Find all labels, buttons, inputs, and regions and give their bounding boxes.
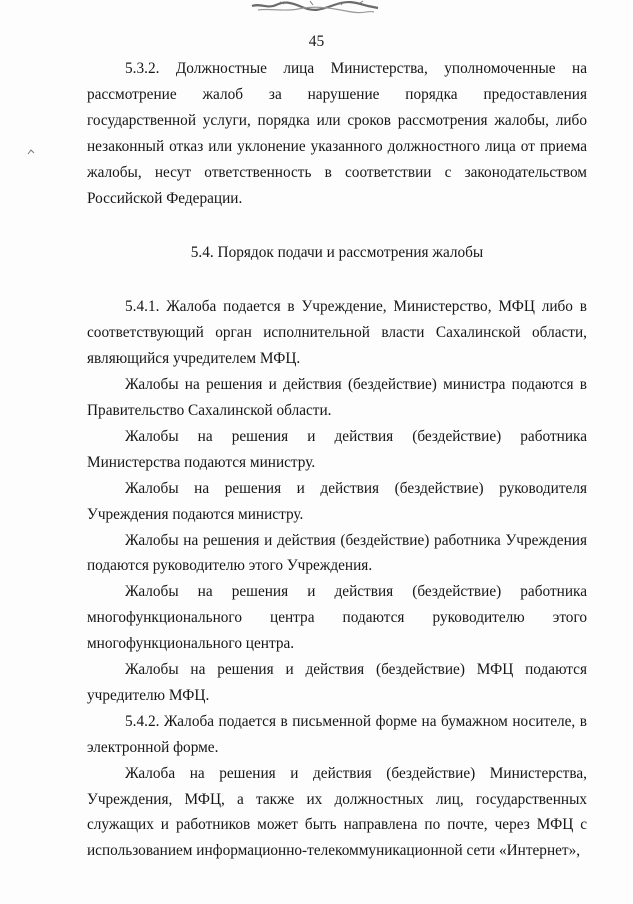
paragraph-complaint-channels: Жалоба на решения и действия (бездействие) Министерства, Учреждения, МФЦ, а также их должностных лиц, государственных служащих и работников может быть направлена по почте, через МФЦ с использованием информационно-телекоммуникационной сети «Интернет», xyxy=(87,764,587,860)
paragraph-complaints-ministry-worker: Жалобы на решения и действия (бездействие) работника Министерства подаются министру. xyxy=(87,427,587,471)
paragraph-5-4-1: 5.4.1. Жалоба подается в Учреждение, Министерство, МФЦ либо в соответствующий орган исполнительной власти Сахалинской области, являющийся учредителем МФЦ. xyxy=(87,298,587,368)
paragraph-complaints-institution-head: Жалобы на решения и действия (бездействие) руководителя Учреждения подаются министру. xyxy=(87,479,587,523)
paragraph-complaints-mfc: Жалобы на решения и действия (бездействие) МФЦ подаются учредителю МФЦ. xyxy=(87,661,587,704)
paragraph-complaints-institution-worker: Жалобы на решения и действия (бездействие) работника Учреждения подаются руководителю этого Учреждения. xyxy=(87,531,587,575)
scan-artifact-side xyxy=(26,148,36,156)
paragraph-5-4-2: 5.4.2. Жалоба подается в письменной форме на бумажном носителе, в электронной форме. xyxy=(87,712,587,756)
scan-artifact-top xyxy=(250,0,380,14)
document-body xyxy=(87,56,587,864)
paragraph-complaints-minister: Жалобы на решения и действия (бездействие) министра подаются в Правительство Сахалинской области. xyxy=(87,376,587,419)
page-number: 45 xyxy=(308,33,325,50)
paragraph-complaints-mfc-worker: Жалобы на решения и действия (бездействие) работника многофункционального центра подаются руководителю этого многофункционального центра. xyxy=(87,583,587,653)
section-heading-5-4: 5.4. Порядок подачи и рассмотрения жалобы xyxy=(190,244,484,262)
paragraph-5-3-2: 5.3.2. Должностные лица Министерства, уполномоченные на рассмотрение жалоб за нарушение порядка предоставления государственной услуги, порядка или сроков рассмотрения жалобы, либо незаконный отказ или уклонение указанного должностного лица от приема жалобы, несут ответственность в соответствии с законодательством Российской Федерации. xyxy=(87,60,587,207)
